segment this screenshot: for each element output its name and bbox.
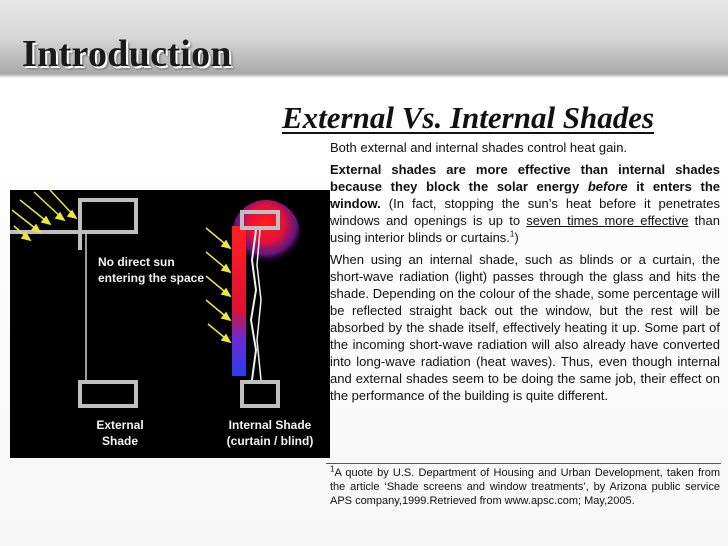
paragraph-3: When using an internal shade, such as blinds or a curtain, the short-wave radiation (light) passes through the glass and hits the shade. Depending on the colour of the shade, some percentage will be reflected straight back out the window, but the rest will be absorbed by the shade itself, effectively heating it up. Some part of the incoming short-wave radiation will also already have converted into long-wave radiation (heat waves). Thus, even though internal and external shades seem to be doing the same job, their effect on the performance of the building is quite different. xyxy=(330,252,720,403)
body-text xyxy=(330,139,720,409)
shading-diagram xyxy=(10,190,330,458)
sun-arrows-internal xyxy=(206,228,230,342)
slide-subtitle: External Vs. Internal Shades xyxy=(282,100,655,135)
paragraph-2-rest-b: than using interior blinds or curtains. xyxy=(330,213,720,245)
no-direct-sun-label: No direct sun entering the space xyxy=(98,255,205,285)
bold-claim-emphasis: before xyxy=(587,179,628,194)
paragraph-2-rest-a: (In fact, stopping the sun’s heat before it penetrates windows and openings is up to xyxy=(330,196,720,228)
paragraph-1: Both external and internal shades control heat gain. xyxy=(330,140,628,155)
seven-times-link[interactable]: seven times more effective xyxy=(526,213,689,228)
external-shade-window xyxy=(10,198,138,408)
external-shade-label: External Shade xyxy=(96,418,144,448)
internal-shade-heat xyxy=(232,226,246,376)
footnote xyxy=(330,466,720,508)
bold-claim-b: it enters the window. xyxy=(330,179,720,211)
footnote-number: 1 xyxy=(330,464,335,474)
bold-claim-a: External shades are more effective than internal shades because they block the solar energy xyxy=(330,162,720,194)
internal-shade-label: Internal Shade (curtain / blind) xyxy=(226,418,314,448)
paragraph-2-end: ) xyxy=(514,230,519,245)
paragraph-2 xyxy=(330,161,720,246)
footnote-divider xyxy=(326,463,721,464)
slide-title: Introduction xyxy=(22,33,232,75)
footnote-text: A quote by U.S. Department of Housing and Urban Development, taken from the article ‘Shade screens and window treatments’, by Arizona public service APS company,1999.Retrieved from www.apsc.com; May,2005. xyxy=(330,467,720,507)
footnote-ref: 1 xyxy=(509,229,515,239)
